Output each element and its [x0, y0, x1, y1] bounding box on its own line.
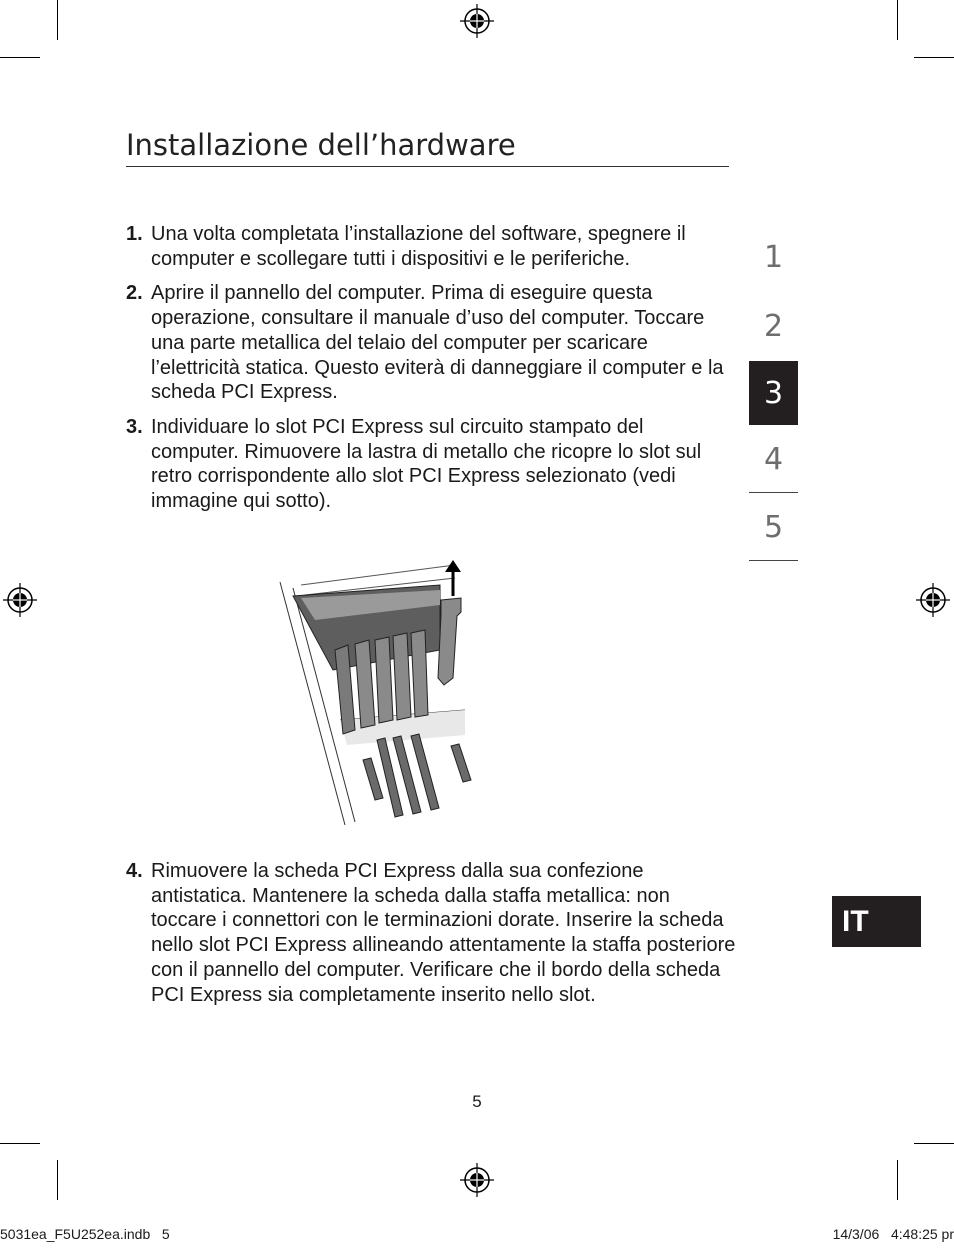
crop-mark: [914, 57, 954, 58]
chapter-nav-item-2[interactable]: [749, 291, 798, 361]
crop-mark: [57, 1160, 58, 1200]
registration-mark-icon: [460, 1163, 494, 1197]
registration-mark-icon: [916, 583, 950, 617]
print-slug-filename: 5031ea_F5U252ea.indb 5: [0, 1226, 170, 1242]
list-item: [126, 281, 736, 405]
title-divider: [126, 166, 729, 167]
step-number: 1.: [126, 223, 143, 245]
crop-mark: [897, 1160, 898, 1200]
registration-mark-icon: [3, 583, 37, 617]
crop-mark: [897, 0, 898, 40]
chapter-number: 1: [763, 239, 784, 275]
step-text: Individuare lo slot PCI Express sul circuito stampato del computer. Rimuovere la lastra di metallo che ricopre lo slot sul retro corrispondente allo slot PCI Express selezionato (vedi immagine qui sotto).: [151, 415, 702, 513]
chapter-nav-item-1[interactable]: [749, 223, 798, 291]
chapter-nav-item-3[interactable]: [749, 361, 798, 425]
crop-mark: [914, 1143, 954, 1144]
list-item: [126, 222, 736, 271]
chapter-number: 5: [763, 509, 784, 545]
list-item: [126, 859, 736, 1017]
list-item: [126, 415, 736, 514]
page-title: Installazione dell’hardware: [126, 128, 516, 162]
page-number: 5: [472, 1092, 482, 1111]
steps-list: [126, 222, 736, 524]
registration-mark-icon: [460, 4, 494, 38]
chapter-number: 4: [763, 441, 784, 477]
nav-divider: [749, 560, 798, 561]
step-number: 3.: [126, 415, 143, 438]
language-tab[interactable]: IT: [832, 896, 921, 947]
step-text: Una volta completata l’installazione del software, spegnere il computer e scollegare tutti i dispositivi e le periferiche.: [151, 223, 686, 270]
step-number: 4.: [126, 860, 143, 882]
step-text: Rimuovere la scheda PCI Express dalla sua confezione antistatica. Mantenere la scheda dalla staffa metallica: non toccare i connettori con le terminazioni dorate. Inserire la scheda nello slot PCI Express allineando attentamente la staffa posteriore con il pannello del computer. Verificare che il bordo della scheda PCI Express sia completamente inserito nello slot.: [151, 860, 736, 1006]
chapter-nav-item-4[interactable]: [749, 425, 798, 493]
chapter-number: 3: [763, 375, 784, 411]
crop-mark: [0, 1143, 40, 1144]
step-number: 2.: [126, 282, 143, 305]
crop-mark: [0, 57, 40, 58]
crop-mark: [57, 0, 58, 40]
chapter-nav-item-5[interactable]: [749, 493, 798, 561]
print-slug-timestamp: 14/3/06 4:48:25 pr: [832, 1226, 954, 1242]
chapter-nav: [749, 223, 798, 561]
step-text: Aprire il pannello del computer. Prima di eseguire questa operazione, consultare il manuale d’uso del computer. Toccare una parte metallica del telaio del computer per scaricare l’elettricità statica. Questo eviterà di danneggiare il computer e la scheda PCI Express.: [151, 282, 724, 404]
pci-slot-bracket-removal-illustration: [275, 560, 475, 832]
step-4: [126, 859, 736, 1007]
chapter-number: 2: [763, 308, 784, 344]
